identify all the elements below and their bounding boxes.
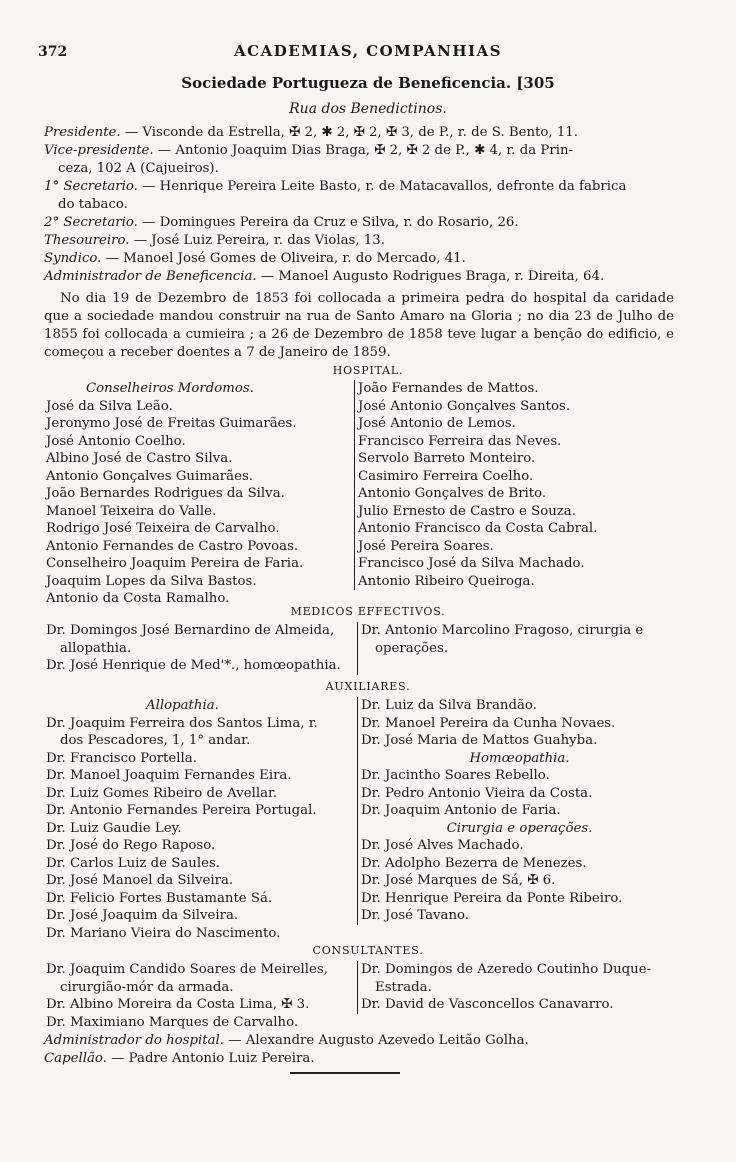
officer-text: — Domingues Pereira da Cruz e Silva, r. do Rosario, 26. — [137, 215, 519, 230]
list-item: Antonio Gonçalves de Brito. — [358, 486, 547, 501]
history-text: No dia 19 de Dezembro de 1853 foi collocada a primeira pedra do hospital da caridade que a sociedade mandou construir na rua de Santo Amaro na Gloria ; no dia 23 de Julho de 1855 foi collocada a cumieira ; a 26 de Dezembro de 1858 teve lugar a benção do edificio, e começou a receber doentes a 7 de Janeiro de 1859. — [44, 291, 674, 360]
list-item: Dr. José Henrique de Med'*., homœopathia. — [46, 658, 341, 673]
capellao — [44, 1050, 674, 1068]
hospital-left-column — [46, 380, 346, 608]
list-item: Dr. José Joaquim da Silveira. — [46, 908, 239, 923]
list-item: operações. — [375, 640, 449, 656]
list-item: cirurgião-mór da armada. — [60, 979, 234, 995]
list-item: Julio Ernesto de Castro e Souza. — [358, 503, 576, 519]
auxiliares-left-column — [46, 697, 354, 942]
list-item: Dr. José Marques de Sá, ✠ 6. — [361, 873, 556, 888]
officer-vice-presidente — [44, 142, 674, 178]
list-item: Dr. Felicio Fortes Bustamante Sá. — [46, 890, 273, 906]
list-item: Albino José de Castro Silva. — [46, 451, 233, 466]
list-item: José Antonio Gonçalves Santos. — [358, 398, 571, 414]
list-item: Dr. Adolpho Bezerra de Menezes. — [361, 855, 587, 871]
officer-text: — Visconde da Estrella, ✠ 2, ✱ 2, ✠ 2, ✠ 3, de P., r. de S. Bento, 11. — [120, 125, 578, 140]
list-item: Francisco José da Silva Machado. — [358, 556, 585, 571]
officer-role: Administrador do hospital. — [44, 1033, 224, 1048]
officer-text: — Alexandre Augusto Azevedo Leitão Golha. — [224, 1033, 529, 1048]
list-item: Conselheiro Joaquim Pereira de Faria. — [46, 556, 304, 571]
list-item: Joaquim Lopes da Silva Bastos. — [46, 573, 257, 589]
cirurgia-heading: Cirurgia e operações. — [446, 820, 593, 836]
list-item: Dr. David de Vasconcellos Canavarro. — [361, 997, 614, 1012]
officer-syndico — [44, 250, 674, 268]
list-item: Dr. Joaquim Antonio de Faria. — [361, 803, 561, 818]
list-item: José Antonio Coelho. — [46, 433, 186, 449]
section-title: Sociedade Portugueza de Beneficencia. [305 — [181, 74, 555, 92]
list-item: Dr. Manoel Joaquim Fernandes Eira. — [46, 768, 292, 783]
list-item: João Bernardes Rodrigues da Silva. — [46, 486, 285, 501]
officer-role: 2° Secretario. — [44, 215, 138, 230]
section-address: Rua dos Benedictinos. — [289, 101, 447, 117]
officer-text: — José Luiz Pereira, r. das Violas, 13. — [129, 233, 385, 248]
officer-presidente — [44, 124, 674, 142]
allopathia-heading: Allopathia. — [146, 698, 219, 713]
officer-role: Administrador de Beneficencia. — [44, 269, 257, 284]
list-item: Dr. Albino Moreira da Costa Lima, ✠ 3. — [46, 997, 310, 1012]
homoeopathia-heading: Homœopathia. — [469, 750, 570, 766]
list-item: Estrada. — [375, 979, 432, 995]
list-item: Dr. Maximiano Marques de Carvalho. — [46, 1014, 299, 1030]
list-item: Dr. Antonio Marcolino Fragoso, cirurgia e — [361, 623, 644, 638]
list-item: dos Pescadores, 1, 1° andar. — [60, 733, 251, 748]
list-item: Dr. Luiz da Silva Brandão. — [361, 698, 537, 713]
officer-text: — Henrique Pereira Leite Basto, r. de Matacavallos, defronte da fabrica — [137, 179, 627, 194]
officer-text: — Padre Antonio Luiz Pereira. — [106, 1051, 315, 1066]
caption-consultantes: CONSULTANTES. — [312, 944, 424, 957]
running-title: ACADEMIAS, COMPANHIAS — [234, 42, 502, 60]
officer-administrador — [44, 268, 674, 286]
medicos-left-column — [46, 622, 356, 675]
officer-text: — Manoel Augusto Rodrigues Braga, r. Direita, 64. — [256, 269, 605, 284]
list-item: Dr. Mariano Vieira do Nascimento. — [46, 925, 281, 941]
list-item: Antonio Fernandes de Castro Povoas. — [46, 538, 299, 554]
hospital-right-column — [354, 380, 678, 590]
list-item: Antonio Francisco da Costa Cabral. — [358, 521, 598, 536]
list-item: Dr. José Tavano. — [361, 908, 470, 923]
officer-text-cont: do tabaco. — [58, 197, 128, 212]
list-item: José da Silva Leão. — [46, 398, 173, 414]
closing-rule — [290, 1072, 400, 1074]
list-item: Dr. Luiz Gaudie Ley. — [46, 820, 182, 836]
list-item: Dr. Jacintho Soares Rebello. — [361, 768, 550, 783]
caption-medicos: MEDICOS EFFECTIVOS. — [290, 605, 446, 618]
list-item: João Fernandes de Mattos. — [358, 381, 539, 396]
list-item: Jeronymo José de Freitas Guimarães. — [46, 416, 297, 431]
officer-role: Vice-presidente. — [44, 143, 154, 158]
list-item: Dr. Manoel Pereira da Cunha Novaes. — [361, 715, 616, 731]
officer-role: 1° Secretario. — [44, 179, 138, 194]
list-item: Dr. José Manoel da Silveira. — [46, 873, 234, 888]
caption-auxiliares: AUXILIARES. — [325, 680, 411, 693]
officer-text-cont: ceza, 102 A (Cajueiros). — [58, 161, 219, 176]
list-item: Dr. José do Rego Raposo. — [46, 838, 216, 853]
list-item: Dr. Antonio Fernandes Pereira Portugal. — [46, 803, 317, 818]
list-item: Dr. Joaquim Candido Soares de Meirelles, — [46, 962, 328, 977]
list-item: Dr. José Alves Machado. — [361, 838, 524, 853]
officer-role: Capellão. — [44, 1051, 107, 1066]
list-item: Antonio da Costa Ramalho. — [46, 591, 230, 606]
list-item: Antonio Ribeiro Queiroga. — [358, 573, 535, 589]
history-paragraph — [44, 290, 674, 362]
list-item: Dr. Francisco Portella. — [46, 750, 197, 766]
auxiliares-right-column — [357, 697, 678, 925]
officer-1-secretario — [44, 178, 674, 214]
list-item: José Pereira Soares. — [358, 538, 494, 554]
hospital-left-heading: Conselheiros Mordomos. — [86, 381, 254, 396]
officer-text: — Manoel José Gomes de Oliveira, r. do Mercado, 41. — [101, 251, 466, 266]
list-item: Francisco Ferreira das Neves. — [358, 433, 562, 449]
list-item: Dr. Pedro Antonio Vieira da Costa. — [361, 785, 593, 801]
consultantes-left-column — [46, 961, 356, 1031]
list-item: Manoel Teixeira do Valle. — [46, 503, 217, 519]
list-item: Antonio Gonçalves Guimarães. — [46, 468, 253, 484]
administrador-hospital — [44, 1032, 674, 1050]
list-item: Casimiro Ferreira Coelho. — [358, 468, 534, 484]
officer-role: Presidente. — [44, 125, 121, 140]
list-item: Rodrigo José Teixeira de Carvalho. — [46, 521, 280, 536]
caption-hospital: HOSPITAL. — [332, 364, 404, 377]
list-item: Dr. Domingos de Azeredo Coutinho Duque- — [361, 962, 652, 977]
officer-role: Thesoureiro. — [44, 233, 130, 248]
list-item: Dr. Henrique Pereira da Ponte Ribeiro. — [361, 890, 623, 906]
officer-2-secretario — [44, 214, 674, 232]
list-item: Dr. Luiz Gomes Ribeiro de Avellar. — [46, 785, 278, 801]
list-item: Dr. Carlos Luiz de Saules. — [46, 855, 221, 871]
list-item: José Antonio de Lemos. — [358, 416, 516, 431]
list-item: Dr. Domingos José Bernardino de Almeida, — [46, 623, 335, 638]
medicos-right-column — [357, 622, 678, 675]
list-item: allopathia. — [60, 640, 132, 656]
officer-thesoureiro — [44, 232, 674, 250]
officer-text: — Antonio Joaquim Dias Braga, ✠ 2, ✠ 2 de P., ✱ 4, r. da Prin- — [153, 143, 574, 158]
consultantes-right-column — [357, 961, 678, 1014]
officer-role: Syndico. — [44, 251, 102, 266]
page-number: 372 — [38, 44, 68, 60]
list-item: Dr. Joaquim Ferreira dos Santos Lima, r. — [46, 715, 318, 731]
list-item: Dr. José Maria de Mattos Guahyba. — [361, 733, 598, 748]
list-item: Servolo Barreto Monteiro. — [358, 451, 536, 466]
